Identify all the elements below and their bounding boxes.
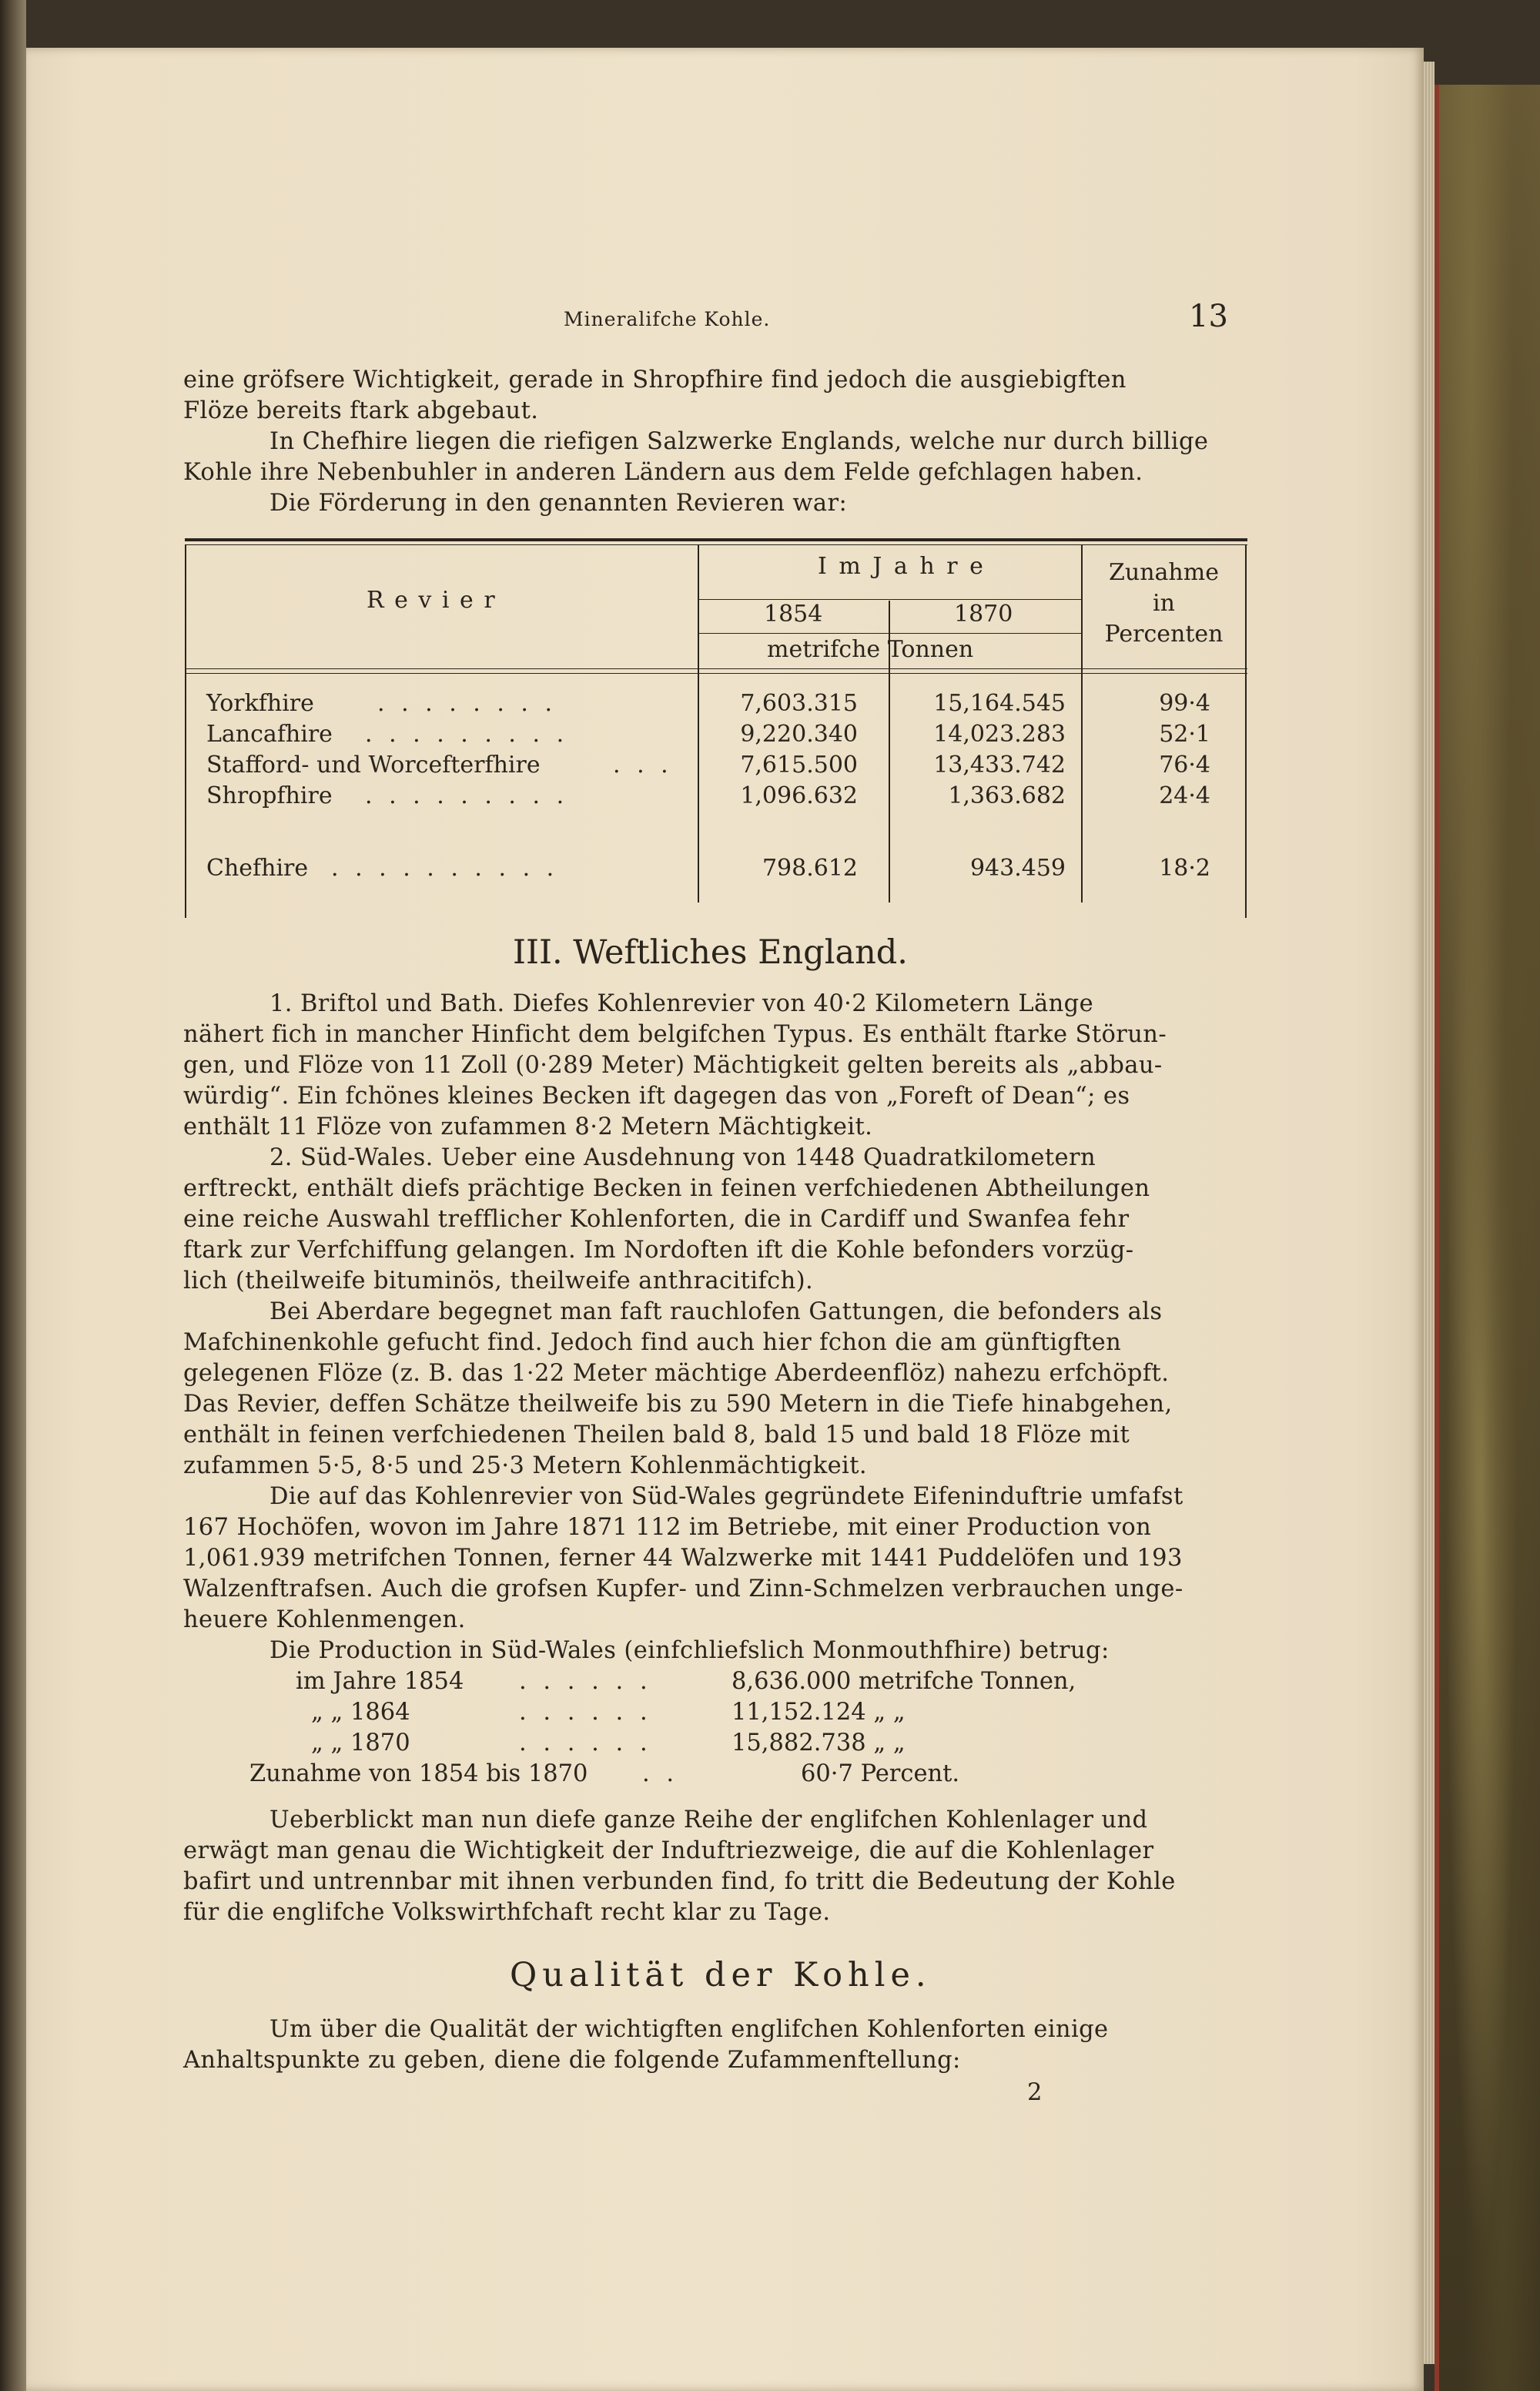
- text-line: erwägt man genau die Wichtigkeit der Induftriezweige, die auf die Kohlenlager: [183, 1837, 1154, 1864]
- col-header-1870: 1870: [954, 601, 1013, 628]
- col-header-im-jahre: I m J a h r e: [818, 553, 986, 580]
- signature-mark: 2: [1027, 2079, 1043, 2106]
- text-line: Mafchinenkohle gefucht find. Jedoch find auch hier fchon die am günftigften: [183, 1329, 1122, 1356]
- row-name: Yorkfhire: [206, 690, 314, 717]
- text-line: In Chefhire liegen die riefigen Salzwerke Englands, welche nur durch billige: [270, 428, 1209, 455]
- table-header-rule: [185, 668, 1247, 669]
- page-number: 13: [1189, 299, 1228, 334]
- section-heading: III. Weftliches England.: [513, 933, 908, 972]
- text-line: würdig“. Ein fchönes kleines Becken ift dagegen das von „Foreft of Dean“; es: [183, 1083, 1130, 1110]
- text-line: zufammen 5·5, 8·5 und 25·3 Metern Kohlenmächtigkeit.: [183, 1452, 867, 1479]
- text-line: lich (theilweife bituminös, theilweife anthracitifch).: [183, 1267, 814, 1294]
- page-stack-edge: [1424, 62, 1435, 2364]
- value-percent: 24·4: [1159, 782, 1210, 809]
- production-value: 11,152.124 „ „: [732, 1699, 906, 1726]
- table-col-rule: [698, 544, 699, 902]
- col-header-zunahme: Zunahme: [1109, 559, 1219, 586]
- text-line: Flöze bereits ftark abgebaut.: [183, 397, 539, 424]
- value-1870: 14,023.283: [933, 721, 1066, 748]
- value-1870: 1,363.682: [948, 782, 1066, 809]
- text-line: Die auf das Kohlenrevier von Süd-Wales gegründete Eifeninduftrie umfafst: [270, 1483, 1183, 1510]
- value-1854: 7,615.500: [740, 752, 858, 779]
- text-line: gen, und Flöze von 11 Zoll (0·289 Meter) Mächtigkeit gelten bereits als „abbau-: [183, 1052, 1163, 1079]
- table-header-rule-2: [185, 673, 1247, 674]
- text-line: eine reiche Auswahl trefflicher Kohlenforten, die in Cardiff und Swanfea fehr: [183, 1206, 1130, 1233]
- production-leader: . . . . . .: [519, 1730, 652, 1756]
- production-value: 15,882.738 „ „: [732, 1730, 906, 1756]
- table-left-rule: [185, 544, 186, 918]
- production-label: „ „ 1864: [311, 1699, 410, 1726]
- text-line: gelegenen Flöze (z. B. das 1·22 Meter mächtige Aberdeenflöz) nahezu erfchöpft.: [183, 1360, 1170, 1387]
- text-line: Ueberblickt man nun diefe ganze Reihe der englifchen Kohlenlager und: [270, 1807, 1148, 1833]
- value-percent: 99·4: [1159, 690, 1210, 717]
- table-right-rule: [1245, 544, 1247, 918]
- value-1870: 943.459: [969, 855, 1066, 882]
- increase-label: Zunahme von 1854 bis 1870: [249, 1760, 588, 1787]
- row-name: Chefhire: [206, 855, 309, 882]
- value-1854: 798.612: [762, 855, 858, 882]
- text-line: 2. Süd-Wales. Ueber eine Ausdehnung von 1448 Quadratkilometern: [270, 1144, 1096, 1171]
- text-line: Bei Aberdare begegnet man faft rauchlofen Gattungen, die befonders als: [270, 1298, 1163, 1325]
- table-subheader-rule: [698, 633, 1081, 634]
- book-gutter: [0, 0, 26, 2391]
- value-1854: 7,603.315: [740, 690, 858, 717]
- running-title: Mineralifche Kohle.: [564, 308, 771, 330]
- row-leader: . . . . . . . . .: [365, 721, 569, 748]
- col-header-revier: R e v i e r: [367, 587, 497, 614]
- row-leader: . . .: [613, 752, 673, 779]
- text-line: ftark zur Verfchiffung gelangen. Im Nordoften ift die Kohle befonders vorzüg-: [183, 1237, 1134, 1264]
- text-line: enthält 11 Flöze von zufammen 8·2 Metern Mächtigkeit.: [183, 1113, 873, 1140]
- text-line: 167 Hochöfen, wovon im Jahre 1871 112 im Betriebe, mit einer Production von: [183, 1514, 1152, 1541]
- text-line: Walzenftrafsen. Auch die grofsen Kupfer- und Zinn-Schmelzen verbrauchen unge-: [183, 1576, 1183, 1602]
- value-1854: 1,096.632: [740, 782, 858, 809]
- row-leader: . . . . . . . . . .: [331, 855, 559, 882]
- production-label: im Jahre 1854: [296, 1668, 464, 1695]
- increase-value: 60·7 Percent.: [801, 1760, 960, 1787]
- text-line: enthält in feinen verfchiedenen Theilen bald 8, bald 15 und bald 18 Flöze mit: [183, 1422, 1130, 1448]
- row-name: Stafford- und Worcefterfhire: [206, 752, 541, 779]
- text-line: erftreckt, enthält diefs prächtige Becken in feinen verfchiedenen Abtheilungen: [183, 1175, 1150, 1202]
- production-leader: . . . . . .: [519, 1668, 652, 1695]
- text-line: heuere Kohlenmengen.: [183, 1606, 466, 1633]
- section-heading: Qualität der Kohle.: [510, 1956, 932, 1994]
- col-header-zunahme-in: in: [1153, 590, 1175, 617]
- production-value: 8,636.000 metrifche Tonnen,: [732, 1668, 1076, 1695]
- col-header-1854: 1854: [764, 601, 823, 628]
- value-1870: 15,164.545: [933, 690, 1066, 717]
- row-leader: . . . . . . . .: [377, 690, 557, 717]
- row-name: Shropfhire: [206, 782, 333, 809]
- value-percent: 18·2: [1159, 855, 1210, 882]
- text-line: Das Revier, deffen Schätze theilweife bis zu 590 Metern in die Tiefe hinabgehen,: [183, 1391, 1173, 1418]
- text-line: 1,061.939 metrifchen Tonnen, ferner 44 Walzwerke mit 1441 Puddelöfen und 193: [183, 1545, 1183, 1572]
- text-line: eine gröfsere Wichtigkeit, gerade in Shropfhire find jedoch die ausgiebigften: [183, 367, 1127, 393]
- text-line: Die Förderung in den genannten Revieren war:: [270, 490, 848, 517]
- value-1854: 9,220.340: [740, 721, 858, 748]
- book-page: [26, 48, 1424, 2391]
- text-line: für die englifche Volkswirthfchaft recht klar zu Tage.: [183, 1899, 831, 1926]
- value-1870: 13,433.742: [933, 752, 1066, 779]
- increase-leader: . .: [642, 1760, 679, 1787]
- table-subheader-rule: [698, 599, 1081, 600]
- text-line: Die Production in Süd-Wales (einfchliefslich Monmouthfhire) betrug:: [270, 1637, 1110, 1664]
- text-line: Um über die Qualität der wichtigften englifchen Kohlenforten einige: [270, 2016, 1109, 2043]
- row-name: Lancafhire: [206, 721, 333, 748]
- col-header-unit: metrifche Tonnen: [767, 636, 974, 663]
- text-line: Kohle ihre Nebenbuhler in anderen Ländern aus dem Felde gefchlagen haben.: [183, 459, 1143, 486]
- production-label: „ „ 1870: [311, 1730, 410, 1756]
- table-top-rule-thin: [185, 544, 1247, 545]
- col-header-zunahme-percent: Percenten: [1104, 621, 1224, 648]
- value-percent: 52·1: [1159, 721, 1210, 748]
- production-leader: . . . . . .: [519, 1699, 652, 1726]
- table-top-rule: [185, 538, 1247, 541]
- marbled-cover-edge: [1435, 85, 1540, 2391]
- text-line: nähert fich in mancher Hinficht dem belgifchen Typus. Es enthält ftarke Störun-: [183, 1021, 1167, 1048]
- text-line: Anhaltspunkte zu geben, diene die folgende Zufammenftellung:: [183, 2047, 961, 2074]
- text-line: bafirt und untrennbar mit ihnen verbunden find, fo tritt die Bedeutung der Kohle: [183, 1868, 1176, 1895]
- text-line: 1. Briftol und Bath. Diefes Kohlenrevier von 40·2 Kilometern Länge: [270, 990, 1094, 1017]
- value-percent: 76·4: [1159, 752, 1210, 779]
- row-leader: . . . . . . . . .: [365, 782, 569, 809]
- table-col-rule: [1081, 544, 1083, 902]
